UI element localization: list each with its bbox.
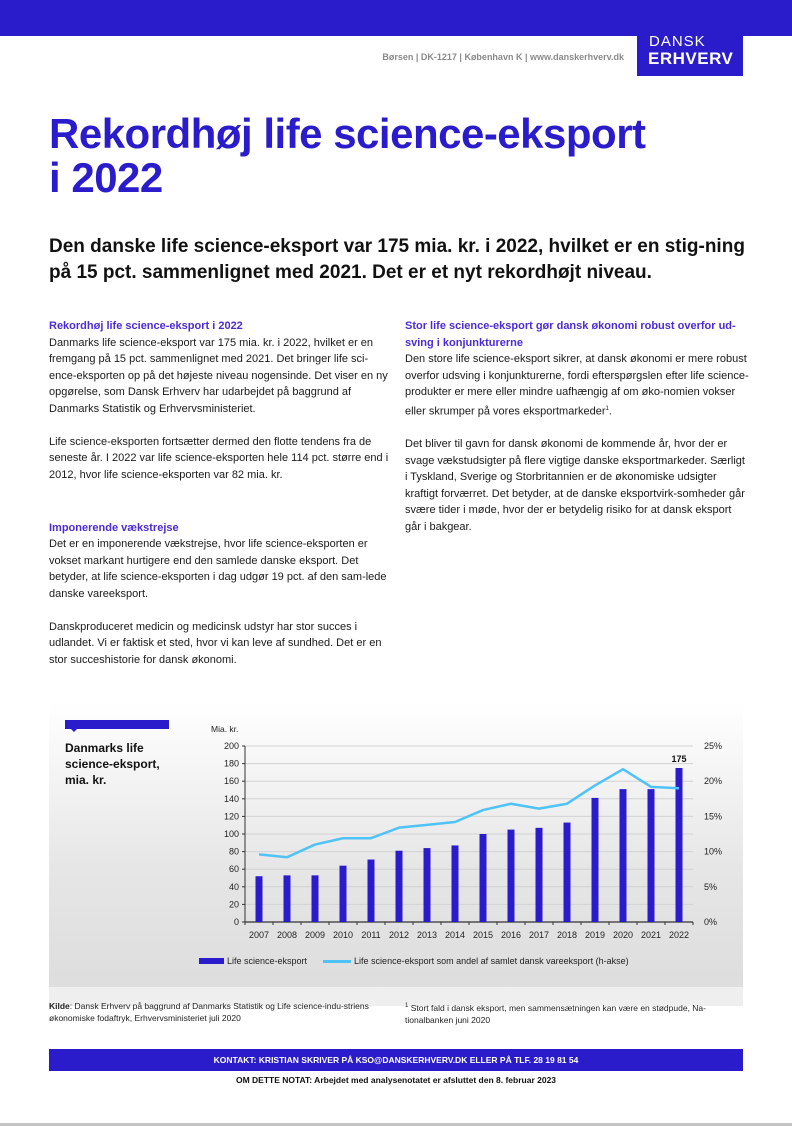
x-tick-label: 2012 [388, 930, 410, 940]
bar-2020 [620, 789, 627, 922]
bar-2015 [480, 834, 487, 922]
x-tick-label: 2015 [472, 930, 494, 940]
legend-label-bar: Life science-eksport [227, 956, 308, 966]
top-brand-bar [0, 0, 792, 36]
contact-bar[interactable]: KONTAKT: KRISTIAN SKRIVER PÅ KSO@DANSKERHVERV.DK ELLER PÅ TLF. 28 19 81 54 [49, 1049, 743, 1071]
bar-2011 [368, 860, 375, 922]
y-axis-label: Mia. kr. [211, 724, 239, 734]
bar-2017 [536, 828, 543, 922]
legend-label-line: Life science-eksport som andel af samlet dansk vareeksport (h-akse) [354, 956, 629, 966]
paragraph [405, 351, 750, 420]
source-text: : Dansk Erhverv på baggrund af Danmarks Statistik og Life science-indu-striens økonomiske fodaftryk, Erhvervsministeriet juli 2020 [49, 1001, 369, 1023]
y-tick-label: 80 [228, 846, 239, 857]
section-heading-robust: Stor life science-eksport gør dansk økonomi robust overfor ud-sving i konjunkturerne [405, 320, 736, 349]
x-tick-label: 2009 [304, 930, 326, 940]
y-tick-label: 0 [233, 917, 239, 927]
section-heading-record: Rekordhøj life science-eksport i 2022 [49, 320, 243, 332]
bar-2021 [648, 789, 655, 922]
paragraph: Danmarks life science-eksport var 175 mia. kr. i 2022, hvilket er en fremgang på 15 pct. sammenlignet med 2021. Det bringer life sci-ence-eksporten op på det højeste niveau nogensinde. Det viser en ny opgørelse, som Dansk Erhverv har udarbejdet på baggrund af Danmarks Statistik og Erhvervsministeriet. [49, 336, 388, 415]
section-heading-growth: Imponerende vækstrejse [49, 521, 179, 534]
paragraph: Danskproduceret medicin og medicinsk udstyr har stor succes i udlandet. Vi er faktisk et sted, hvor vi kan leve af sundhed. Det er en stor succeshistorie for dansk økonomi. [49, 620, 382, 666]
x-tick-label: 2022 [668, 930, 690, 940]
source-label: Kilde [49, 1001, 70, 1011]
y-tick-label: 180 [223, 758, 239, 769]
paragraph-text: Den store life science-eksport sikrer, at dansk økonomi er mere robust overfor udsving i konjunkturerne, fordi efterspørgslen efter life science-produkter er mere eller mindre uafhængig af om øko-nomien vokser eller skrumper på vores eksportmarkeder [405, 353, 749, 418]
x-tick-label: 2019 [584, 930, 606, 940]
logo-line-2: ERHVERV [648, 49, 734, 68]
chart-panel [49, 702, 743, 1006]
footnote-text: Stort fald i dansk eksport, men sammensætningen kan være en stødpude, Na-tionalbanken juni 2020 [405, 1002, 706, 1025]
paragraph: Life science-eksporten fortsætter dermed den flotte tendens fra de seneste år. I 2022 var life science-eksporten hele 114 pct. større end i 2012, hvor life science-eksporten var 82 mia. kr. [49, 435, 389, 481]
footnote-ref[interactable]: 1 [605, 405, 609, 412]
about-note: OM DETTE NOTAT: Arbejdet med analysenotatet er afsluttet den 8. februar 2023 [235, 1075, 557, 1085]
y2-tick-label: 5% [704, 881, 718, 892]
y-tick-label: 140 [223, 793, 239, 804]
y-tick-label: 160 [223, 776, 239, 787]
legend-swatch-bar [199, 958, 224, 964]
dansk-erhverv-logo [637, 33, 743, 76]
y-tick-label: 60 [228, 864, 239, 875]
x-tick-label: 2018 [556, 930, 578, 940]
y2-tick-label: 25% [704, 741, 723, 751]
y2-tick-label: 15% [704, 811, 723, 822]
bar-2019 [592, 798, 599, 922]
x-tick-label: 2017 [528, 930, 550, 940]
left-column [49, 318, 394, 685]
bar-2014 [452, 845, 459, 922]
bar-2012 [396, 851, 403, 922]
bar-2022 [676, 768, 683, 922]
lead-paragraph: Den danske life science-eksport var 175 mia. kr. i 2022, hvilket er en stig-ning på 15 pct. sammenlignet med 2021. Det er et nyt rekordhøjt niveau. [49, 236, 745, 283]
y-tick-label: 100 [223, 829, 239, 839]
x-tick-label: 2011 [361, 930, 381, 940]
y-tick-label: 40 [228, 881, 239, 892]
bar-2007 [256, 876, 263, 922]
x-tick-label: 2016 [500, 930, 522, 940]
legend-swatch-line [323, 960, 351, 963]
header-address: Børsen | DK-1217 | København K | www.danskerhverv.dk [382, 52, 624, 62]
data-label-2022: 175 [671, 754, 687, 764]
y-tick-label: 20 [228, 899, 239, 910]
page-title: Rekordhøj life science-eksport i 2022 [49, 110, 646, 201]
y2-tick-label: 20% [704, 776, 723, 787]
logo-line-1: DANSK [649, 33, 706, 50]
source-note [49, 1000, 389, 1024]
x-tick-label: 2008 [276, 930, 298, 940]
bar-2018 [564, 823, 571, 922]
x-tick-label: 2007 [248, 930, 270, 940]
paragraph-end: . [608, 405, 612, 418]
right-column [405, 318, 750, 552]
footnote [405, 1000, 745, 1026]
bar-2008 [284, 875, 291, 922]
x-tick-label: 2014 [444, 930, 466, 940]
y2-tick-label: 0% [704, 917, 718, 927]
bar-2009 [312, 875, 319, 922]
x-tick-label: 2013 [416, 930, 438, 940]
chart-svg [49, 702, 743, 992]
paragraph: Det bliver til gavn for dansk økonomi de kommende år, hvor der er svage vækstudsigter på flere vigtige danske eksportmarkeder. Særligt i Tyskland, Sverige og Storbritannien er de økonomiske udsigter kraftigt forværret. Det betyder, at de danske eksportvirk-somheder går svære tider i møde, hvor der er betydelig risiko for at dansk eksport går i bakgear. [405, 438, 745, 533]
line-series-share [259, 769, 679, 857]
chart-title: Danmarks life science-eksport, mia. kr. [65, 741, 160, 787]
bar-2013 [424, 848, 431, 922]
x-tick-label: 2021 [640, 930, 662, 940]
y-tick-label: 200 [223, 741, 239, 751]
y-tick-label: 120 [223, 811, 239, 822]
footnote-number: 1 [405, 1003, 409, 1009]
bar-2016 [508, 830, 515, 922]
paragraph: Det er en imponerende vækstrejse, hvor life science-eksporten er vokset markant hurtigere end den samlede danske eksport. Det betyder, at life science-eksporten i dag udgør 19 pct. af den sam-lede danske vareeksport. [49, 538, 387, 600]
x-tick-label: 2010 [332, 930, 354, 940]
y2-tick-label: 10% [704, 846, 723, 857]
bar-2010 [340, 866, 347, 922]
x-tick-label: 2020 [612, 930, 634, 940]
chart-legend [199, 956, 629, 966]
